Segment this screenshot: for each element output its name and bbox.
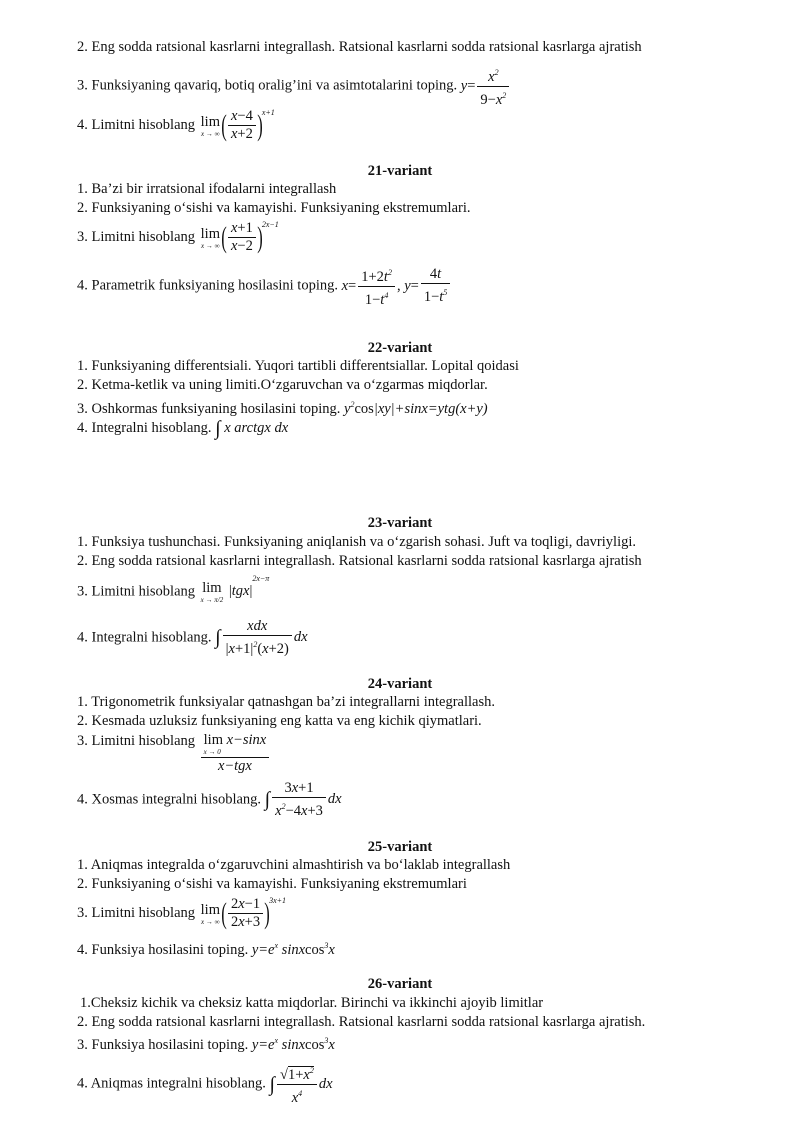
v20-question-4 bbox=[77, 108, 275, 143]
v21-question-4-text: 4. Parametrik funksiyaning hosilasini toping. bbox=[77, 277, 338, 294]
v24-question-1: 1. Trigonometrik funksiyalar qatnashgan ba’zi integrallarni integrallash. bbox=[77, 694, 495, 710]
v20-question-3-formula: y= $\frac{x^2}{9-x^2}$ bbox=[461, 78, 512, 94]
v20-question-3 bbox=[77, 64, 511, 109]
v22-question-3-text: 3. Oshkormas funksiyaning hosilasini toping. bbox=[77, 400, 341, 417]
v26-question-4-text: 4. Aniqmas integralni hisoblang. bbox=[77, 1075, 266, 1092]
v23-question-2: 2. Eng sodda ratsional kasrlarni integrallash. Ratsional kasrlarni sodda ratsional kasrlarga ajratish bbox=[77, 553, 642, 569]
v24-question-4-formula: ∫ $\frac{3x+1}{x^2-4x+3}$ dx bbox=[264, 780, 342, 819]
v23-question-3-text: 3. Limitni hisoblang bbox=[77, 583, 196, 600]
v23-question-4-formula: ∫ $\frac{\text{xdx}}{|x+1|^2(x+2)}$ dx bbox=[215, 618, 308, 657]
v26-question-1: 1.Cheksiz kichik va cheksiz katta miqdorlar. Birinchi va ikkinchi ajoyib limitlar bbox=[80, 995, 544, 1011]
v26-heading: 26-variant bbox=[367, 976, 433, 992]
v24-question-3-text: 3. Limitni hisoblang bbox=[77, 733, 196, 749]
v22-question-3-formula: $y^2\cos|xy|+\sin x=ytg(x+y)$ bbox=[344, 400, 488, 417]
v21-question-3-text: 3. Limitni hisoblang bbox=[77, 228, 196, 245]
v21-question-2: 2. Funksiyaning o‘sishi va kamayishi. Funksiyaning ekstremumlari. bbox=[77, 200, 471, 216]
v21-question-3-formula: lim x → ∞ ( $\frac{x+1}{x-2}$ )$^{2x-1}$ bbox=[200, 219, 279, 254]
v25-question-4 bbox=[77, 937, 335, 959]
v26-question-4-formula: ∫ $\frac{√1+x^2}{x^4}$ dx bbox=[270, 1076, 333, 1092]
v21-question-1: 1. Ba’zi bir irratsional ifodalarni integrallash bbox=[77, 181, 337, 197]
v22-question-2: 2. Ketma-ketlik va uning limiti.O‘zgaruvchan va o‘zgarmas miqdorlar. bbox=[77, 377, 488, 393]
v26-question-2: 2. Eng sodda ratsional kasrlarni integrallash. Ratsional kasrlarni sodda ratsional kasrlarga ajratish. bbox=[77, 1014, 646, 1030]
v25-question-4-text: 4. Funksiya hosilasini toping. bbox=[77, 941, 249, 958]
v23-question-4 bbox=[77, 618, 308, 658]
v25-question-3-text: 3. Limitni hisoblang bbox=[77, 904, 196, 921]
v25-question-4-formula: $y=e^x$ sinxcos$^3$x bbox=[251, 941, 335, 958]
v20-question-4-formula: lim x → ∞ ( $\frac{x-4}{x+2}$ )$^{x+1}$ bbox=[200, 107, 275, 142]
v26-question-3-text: 3. Funksiya hosilasini toping. bbox=[77, 1036, 249, 1053]
v22-question-4-text: 4. Integralni hisoblang. bbox=[77, 420, 212, 436]
v21-question-4-formula: x= $\frac{1+2t^2}{1-t^4}$ , y= $\frac{4t}{1-t^5}$ bbox=[342, 278, 453, 294]
v24-question-2: 2. Kesmada uzluksiz funksiyaning eng katta va eng kichik qiymatlari. bbox=[77, 713, 482, 729]
v22-question-1: 1. Funksiyaning differentsiali. Yuqori tartibli differentsiallar. Lopital qoidasi bbox=[77, 358, 519, 374]
v25-question-1: 1. Aniqmas integralda o‘zgaruvchini almashtirish va bo‘laklab integrallash bbox=[77, 857, 511, 873]
v24-question-4 bbox=[77, 780, 342, 820]
v23-question-1: 1. Funksiya tushunchasi. Funksiyaning aniqlanish va o‘zgarish sohasi. Juft va toqligi, davriyligi. bbox=[77, 534, 637, 550]
v24-question-4-text: 4. Xosmas integralni hisoblang. bbox=[77, 791, 262, 808]
v23-question-4-text: 4. Integralni hisoblang. bbox=[77, 629, 212, 646]
v25-question-3 bbox=[77, 896, 286, 931]
v20-question-2: 2. Eng sodda ratsional kasrlarni integrallash. Ratsional kasrlarni sodda ratsional kasrlarga ajratish bbox=[77, 39, 642, 55]
v24-heading: 24-variant bbox=[367, 676, 433, 692]
v21-heading: 21-variant bbox=[367, 163, 433, 179]
v22-question-4 bbox=[77, 419, 288, 438]
v26-question-3 bbox=[77, 1032, 335, 1054]
v21-question-3 bbox=[77, 220, 279, 255]
v26-question-4 bbox=[77, 1062, 333, 1107]
v20-question-4-text: 4. Limitni hisoblang bbox=[77, 116, 196, 133]
v20-question-3-text: 3. Funksiyaning qavariq, botiq oralig’ini va asimtotalarini toping. bbox=[77, 77, 458, 94]
v24-question-3 bbox=[77, 732, 271, 775]
v23-question-3-formula: lim x → π/2 $|tgx|^{2x-\pi}$ bbox=[200, 574, 270, 604]
v25-heading: 25-variant bbox=[367, 839, 433, 855]
v25-question-3-formula: lim x → ∞ ( $\frac{2x-1}{2x+3}$ )$^{3x+1}$ bbox=[200, 895, 287, 930]
v23-question-3 bbox=[77, 574, 270, 604]
v23-heading: 23-variant bbox=[367, 515, 433, 531]
v22-question-4-formula: ∫ x arctgx dx bbox=[215, 417, 289, 440]
v25-question-2: 2. Funksiyaning o‘sishi va kamayishi. Funksiyaning ekstremumlari bbox=[77, 876, 467, 892]
v22-question-3 bbox=[77, 396, 488, 418]
v22-heading: 22-variant bbox=[367, 340, 433, 356]
v26-question-3-formula: $y=e^x$ sinxcos$^3$x bbox=[251, 1036, 335, 1053]
v24-question-3-formula: lim x−sinx x → 0 x−tgx bbox=[199, 733, 272, 749]
v21-question-4 bbox=[77, 264, 452, 309]
